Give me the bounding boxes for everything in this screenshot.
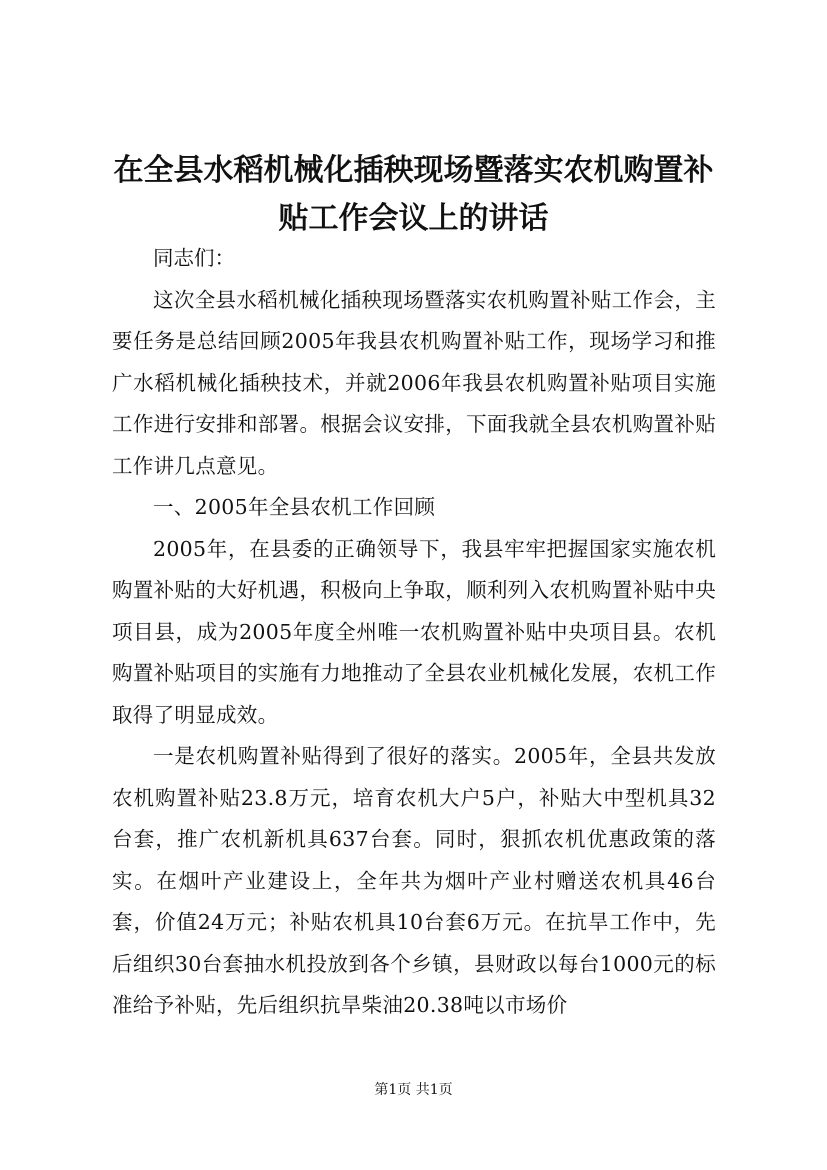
page-footer: 第1页 共1页: [374, 1082, 453, 1098]
paragraph-intro: 这次全县水稻机械化插秧现场暨落实农机购置补贴工作会，主要任务是总结回顾2005年我县农机购置补贴工作，现场学习和推广水稻机械化插秧技术，并就2006年我县农机购置补贴项目实施工作进行安排和部署。根据会议安排，下面我就全县农机购置补贴工作讲几点意见。: [112, 287, 716, 478]
section-heading: 一、2005年全县农机工作回顾: [153, 495, 436, 519]
document-title: 在全县水稻机械化插秧现场暨落实农机购置补贴工作会议上的讲话: [113, 153, 714, 236]
paragraph-review: 2005年，在县委的正确领导下，我县牢牢把握国家实施农机购置补贴的大好机遇，积极向上争取，顺利列入农机购置补贴中央项目县，成为2005年度全州唯一农机购置补贴中央项目县。农机购置补贴项目的实施有力地推动了全县农业机械化发展，农机工作取得了明显成效。: [112, 536, 716, 727]
document-body: [112, 238, 716, 1027]
paragraph-subsidy: 一是农机购置补贴得到了很好的落实。2005年，全县共发放农机购置补贴23.8万元，培育农机大户5户，补贴大中型机具32台套，推广农机新机具637台套。同时，狠抓农机优惠政策的落实。在烟叶产业建设上，全年共为烟叶产业村赠送农机具46台套，价值24万元；补贴农机具10台套6万元。在抗旱工作中，先后组织30台套抽水机投放到各个乡镇，县财政以每台1000元的标准给予补贴，先后组织抗旱柴油20.38吨以市场价: [112, 744, 716, 1017]
salutation: 同志们：: [153, 246, 235, 270]
